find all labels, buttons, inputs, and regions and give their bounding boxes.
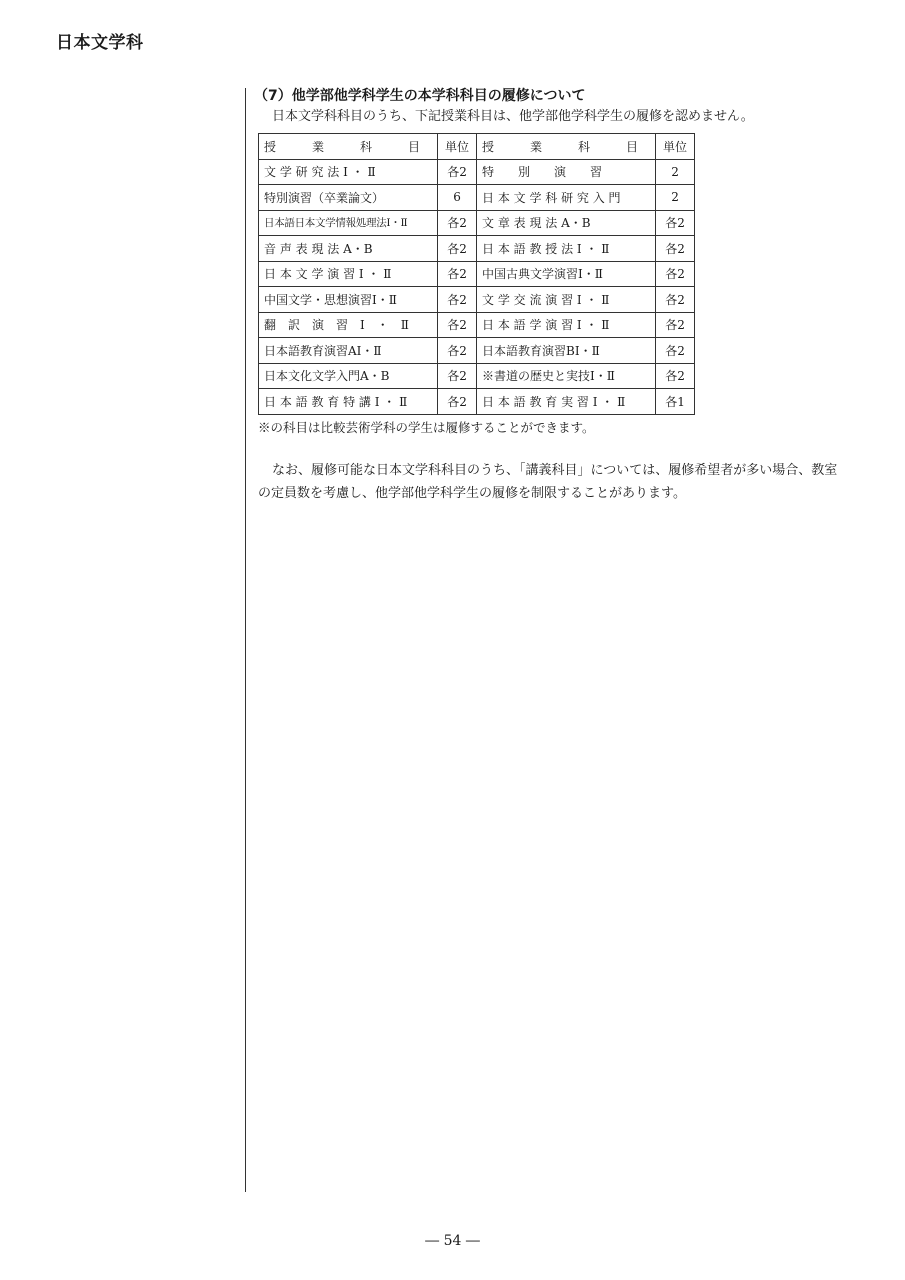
page-number: ― 54 ― bbox=[425, 1233, 480, 1249]
course-unit: 各2 bbox=[656, 287, 695, 313]
course-name: 文 学 研 究 法 Ⅰ ・ Ⅱ bbox=[259, 159, 438, 185]
course-unit: 各2 bbox=[656, 363, 695, 389]
table-row bbox=[259, 261, 695, 287]
course-name: 日本語教育演習AⅠ・Ⅱ bbox=[259, 338, 438, 364]
course-name: 日 本 語 教 育 特 講 Ⅰ ・ Ⅱ bbox=[259, 389, 438, 415]
course-unit: 2 bbox=[656, 185, 695, 211]
course-unit: 各1 bbox=[656, 389, 695, 415]
footnote: ※の科目は比較芸術学科の学生は履修することができます。 bbox=[258, 419, 595, 435]
restricted-courses-table bbox=[258, 133, 695, 415]
table-row bbox=[259, 287, 695, 313]
course-unit: 各2 bbox=[656, 210, 695, 236]
section-heading: （7）他学部他学科学生の本学科科目の履修について bbox=[254, 88, 586, 104]
course-unit: 各2 bbox=[656, 261, 695, 287]
course-name: 日本語教育演習BⅠ・Ⅱ bbox=[477, 338, 656, 364]
course-name: 文 学 交 流 演 習 Ⅰ ・ Ⅱ bbox=[477, 287, 656, 313]
table-row bbox=[259, 338, 695, 364]
table-header-row bbox=[259, 134, 695, 160]
course-unit: 各2 bbox=[656, 338, 695, 364]
course-name: 日 本 語 学 演 習 Ⅰ ・ Ⅱ bbox=[477, 312, 656, 338]
table-row bbox=[259, 236, 695, 262]
course-unit: 各2 bbox=[438, 363, 477, 389]
course-unit: 各2 bbox=[438, 236, 477, 262]
course-name: 日 本 文 学 演 習 Ⅰ ・ Ⅱ bbox=[259, 261, 438, 287]
department-title: 日本文学科 bbox=[56, 33, 144, 53]
course-unit: 2 bbox=[656, 159, 695, 185]
table-row bbox=[259, 159, 695, 185]
course-unit: 各2 bbox=[656, 236, 695, 262]
table-row bbox=[259, 389, 695, 415]
header-unit-right: 単位 bbox=[656, 134, 695, 160]
main-content bbox=[254, 86, 858, 505]
course-unit: 各2 bbox=[438, 287, 477, 313]
course-name: 特 別 演 習 bbox=[477, 159, 656, 185]
course-unit: 6 bbox=[438, 185, 477, 211]
course-name: ※書道の歴史と実技Ⅰ・Ⅱ bbox=[477, 363, 656, 389]
course-name: 中国文学・思想演習Ⅰ・Ⅱ bbox=[259, 287, 438, 313]
course-name: 日 本 文 学 科 研 究 入 門 bbox=[477, 185, 656, 211]
margin-rule bbox=[245, 88, 246, 1192]
table-row bbox=[259, 312, 695, 338]
course-name: 文 章 表 現 法 A・B bbox=[477, 210, 656, 236]
restriction-paragraph bbox=[258, 459, 848, 505]
course-name: 特別演習（卒業論文） bbox=[259, 185, 438, 211]
table-row bbox=[259, 210, 695, 236]
table-row bbox=[259, 185, 695, 211]
course-name: 日 本 語 教 授 法 Ⅰ ・ Ⅱ bbox=[477, 236, 656, 262]
header-unit-left: 単位 bbox=[438, 134, 477, 160]
course-unit: 各2 bbox=[438, 312, 477, 338]
course-unit: 各2 bbox=[438, 261, 477, 287]
course-name: 日 本 語 教 育 実 習 Ⅰ ・ Ⅱ bbox=[477, 389, 656, 415]
section-intro: 日本文学科科目のうち、下記授業科目は、他学部他学科学生の履修を認めません。 bbox=[272, 109, 754, 124]
header-subject-left: 授 業 科 目 bbox=[259, 134, 438, 160]
course-name: 中国古典文学演習Ⅰ・Ⅱ bbox=[477, 261, 656, 287]
course-unit: 各2 bbox=[656, 312, 695, 338]
course-unit: 各2 bbox=[438, 338, 477, 364]
course-unit: 各2 bbox=[438, 389, 477, 415]
course-name: 日本語日本文学情報処理法Ⅰ・Ⅱ bbox=[259, 210, 438, 236]
table-row bbox=[259, 363, 695, 389]
header-subject-right: 授 業 科 目 bbox=[477, 134, 656, 160]
course-unit: 各2 bbox=[438, 159, 477, 185]
course-name: 翻 訳 演 習 Ⅰ ・ Ⅱ bbox=[259, 312, 438, 338]
course-name: 日本文化文学入門A・B bbox=[259, 363, 438, 389]
course-unit: 各2 bbox=[438, 210, 477, 236]
course-name: 音 声 表 現 法 A・B bbox=[259, 236, 438, 262]
paragraph-text: なお、履修可能な日本文学科科目のうち、「講義科目」については、履修希望者が多い場合、教室の定員数を考慮し、他学部他学科学生の履修を制限することがあります。 bbox=[258, 462, 838, 501]
